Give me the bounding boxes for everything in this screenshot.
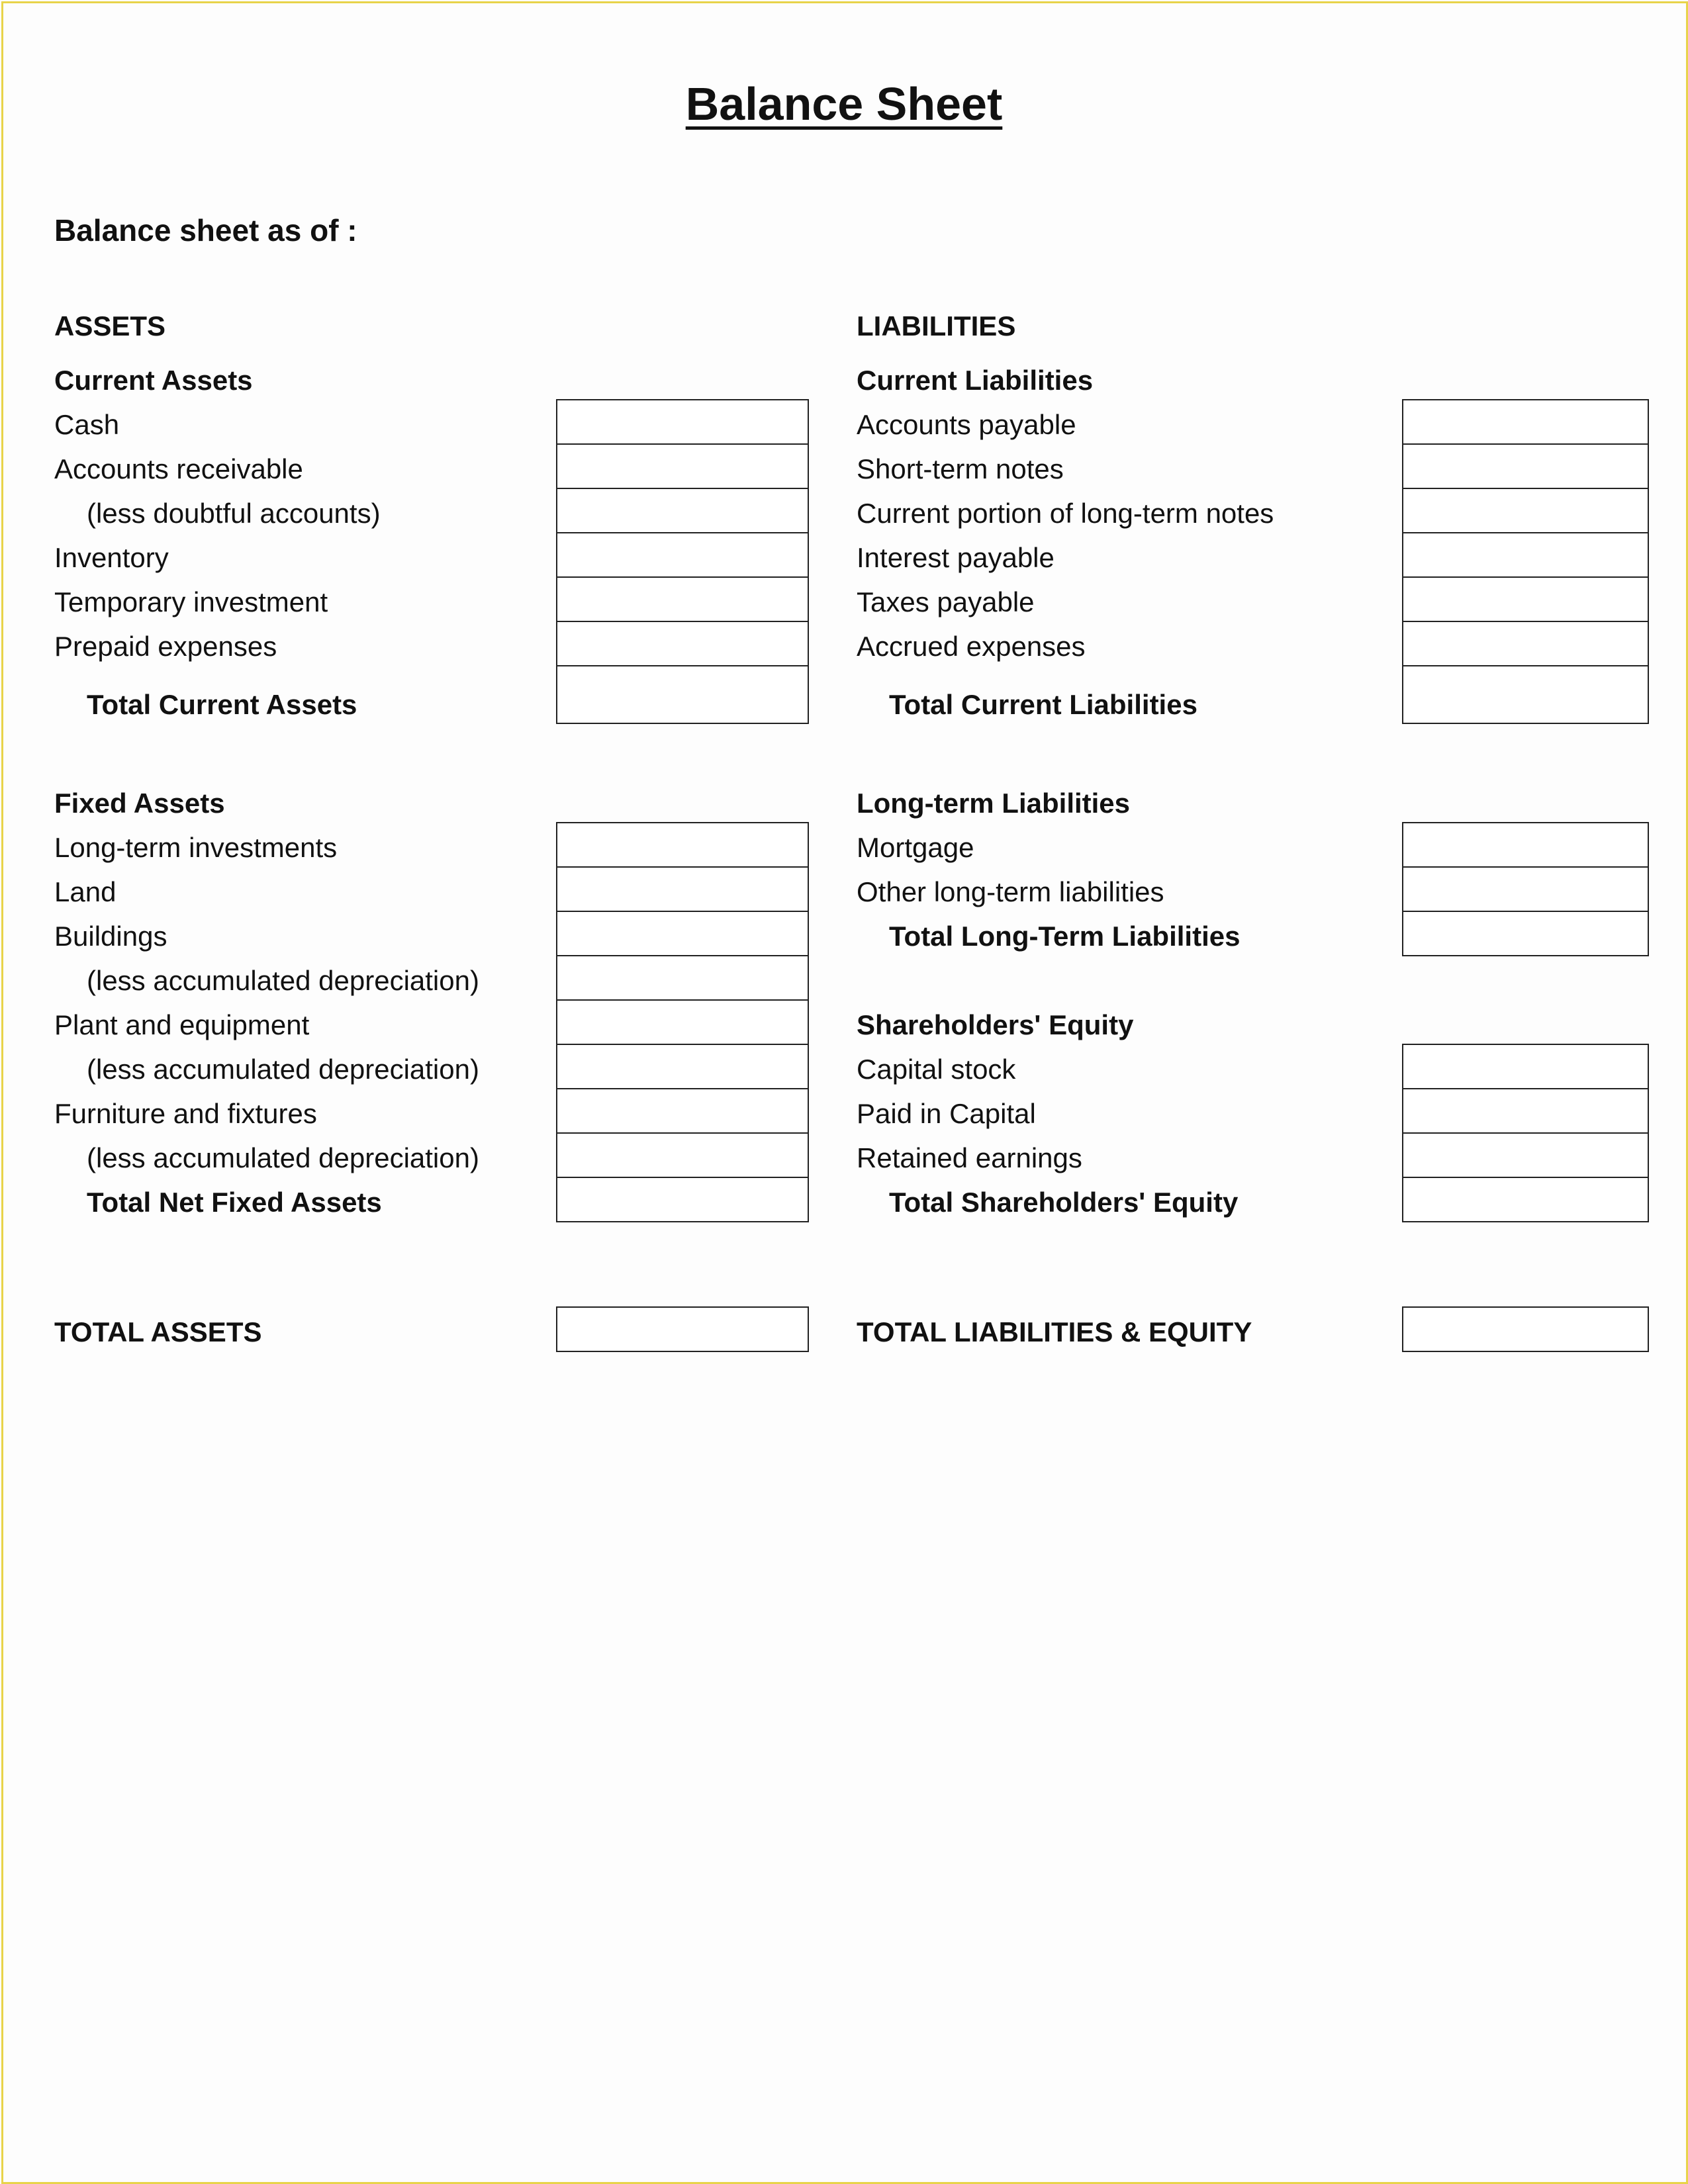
asset-label-furniture-depreciation: (less accumulated depreciation) xyxy=(87,1142,479,1173)
liability-label-other-long-term: Other long-term liabilities xyxy=(857,876,1164,907)
long-term-liabilities-heading: Long-term Liabilities xyxy=(857,788,1131,819)
asset-label-plant-depreciation: (less accumulated depreciation) xyxy=(87,1054,479,1085)
equity-label-retained-earnings: Retained earnings xyxy=(857,1142,1082,1173)
liability-label-current-portion-notes: Current portion of long-term notes xyxy=(857,498,1274,529)
asset-label-buildings-depreciation: (less accumulated depreciation) xyxy=(87,965,479,996)
temporary-investment-amount-field[interactable] xyxy=(556,576,809,622)
buildings-depreciation-amount-field[interactable] xyxy=(556,955,809,1001)
liability-label-accounts-payable: Accounts payable xyxy=(857,409,1076,440)
asset-label-furniture-fixtures: Furniture and fixtures xyxy=(54,1098,317,1129)
furniture-depreciation-amount-field[interactable] xyxy=(556,1132,809,1178)
current-assets-heading: Current Assets xyxy=(54,365,253,396)
total-liabilities-equity-field[interactable] xyxy=(1402,1306,1649,1352)
long-term-investments-amount-field[interactable] xyxy=(556,822,809,868)
asset-label-land: Land xyxy=(54,876,117,907)
total-net-fixed-assets-field[interactable] xyxy=(556,1177,809,1222)
shareholders-equity-heading: Shareholders' Equity xyxy=(857,1009,1134,1040)
prepaid-expenses-amount-field[interactable] xyxy=(556,621,809,666)
asset-label-inventory: Inventory xyxy=(54,542,169,573)
liability-label-taxes-payable: Taxes payable xyxy=(857,586,1035,617)
current-portion-notes-amount-field[interactable] xyxy=(1402,488,1649,533)
plant-equipment-amount-field[interactable] xyxy=(556,999,809,1045)
document-title: Balance Sheet xyxy=(685,78,1003,130)
total-shareholders-equity-label: Total Shareholders' Equity xyxy=(889,1187,1239,1218)
taxes-payable-amount-field[interactable] xyxy=(1402,576,1649,622)
retained-earnings-amount-field[interactable] xyxy=(1402,1132,1649,1178)
total-long-term-liabilities-label: Total Long-Term Liabilities xyxy=(889,921,1241,952)
total-net-fixed-assets-label: Total Net Fixed Assets xyxy=(87,1187,382,1218)
total-assets-label: TOTAL ASSETS xyxy=(54,1316,262,1347)
liability-label-accrued-expenses: Accrued expenses xyxy=(857,631,1086,662)
current-liabilities-heading: Current Liabilities xyxy=(857,365,1094,396)
asset-label-plant-equipment: Plant and equipment xyxy=(54,1009,310,1040)
liability-label-mortgage: Mortgage xyxy=(857,832,974,863)
total-current-assets-label: Total Current Assets xyxy=(87,689,357,720)
asset-label-long-term-investments: Long-term investments xyxy=(54,832,338,863)
accounts-payable-amount-field[interactable] xyxy=(1402,399,1649,445)
other-long-term-amount-field[interactable] xyxy=(1402,866,1649,912)
asset-label-temporary-investment: Temporary investment xyxy=(54,586,328,617)
inventory-amount-field[interactable] xyxy=(556,532,809,578)
equity-label-paid-in-capital: Paid in Capital xyxy=(857,1098,1036,1129)
capital-stock-amount-field[interactable] xyxy=(1402,1044,1649,1089)
fixed-assets-heading: Fixed Assets xyxy=(54,788,225,819)
balance-date-label: Balance sheet as of : xyxy=(54,213,357,248)
equity-label-capital-stock: Capital stock xyxy=(857,1054,1016,1085)
asset-label-less-doubtful: (less doubtful accounts) xyxy=(87,498,381,529)
asset-label-buildings: Buildings xyxy=(54,921,167,952)
accrued-expenses-amount-field[interactable] xyxy=(1402,621,1649,666)
interest-payable-amount-field[interactable] xyxy=(1402,532,1649,578)
liability-label-interest-payable: Interest payable xyxy=(857,542,1055,573)
plant-depreciation-amount-field[interactable] xyxy=(556,1044,809,1089)
assets-heading: ASSETS xyxy=(54,310,166,341)
accounts-receivable-amount-field[interactable] xyxy=(556,443,809,489)
cash-amount-field[interactable] xyxy=(556,399,809,445)
buildings-amount-field[interactable] xyxy=(556,911,809,956)
total-long-term-liabilities-field[interactable] xyxy=(1402,911,1649,956)
short-term-notes-amount-field[interactable] xyxy=(1402,443,1649,489)
paid-in-capital-amount-field[interactable] xyxy=(1402,1088,1649,1134)
furniture-fixtures-amount-field[interactable] xyxy=(556,1088,809,1134)
asset-label-cash: Cash xyxy=(54,409,120,440)
asset-label-prepaid-expenses: Prepaid expenses xyxy=(54,631,277,662)
total-liabilities-equity-label: TOTAL LIABILITIES & EQUITY xyxy=(857,1316,1252,1347)
liabilities-heading: LIABILITIES xyxy=(857,310,1016,341)
total-current-liabilities-field[interactable] xyxy=(1402,665,1649,724)
asset-label-accounts-receivable: Accounts receivable xyxy=(54,453,303,484)
doubtful-accounts-amount-field[interactable] xyxy=(556,488,809,533)
total-shareholders-equity-field[interactable] xyxy=(1402,1177,1649,1222)
liability-label-short-term-notes: Short-term notes xyxy=(857,453,1064,484)
total-current-assets-field[interactable] xyxy=(556,665,809,724)
total-assets-field[interactable] xyxy=(556,1306,809,1352)
land-amount-field[interactable] xyxy=(556,866,809,912)
mortgage-amount-field[interactable] xyxy=(1402,822,1649,868)
total-current-liabilities-label: Total Current Liabilities xyxy=(889,689,1197,720)
